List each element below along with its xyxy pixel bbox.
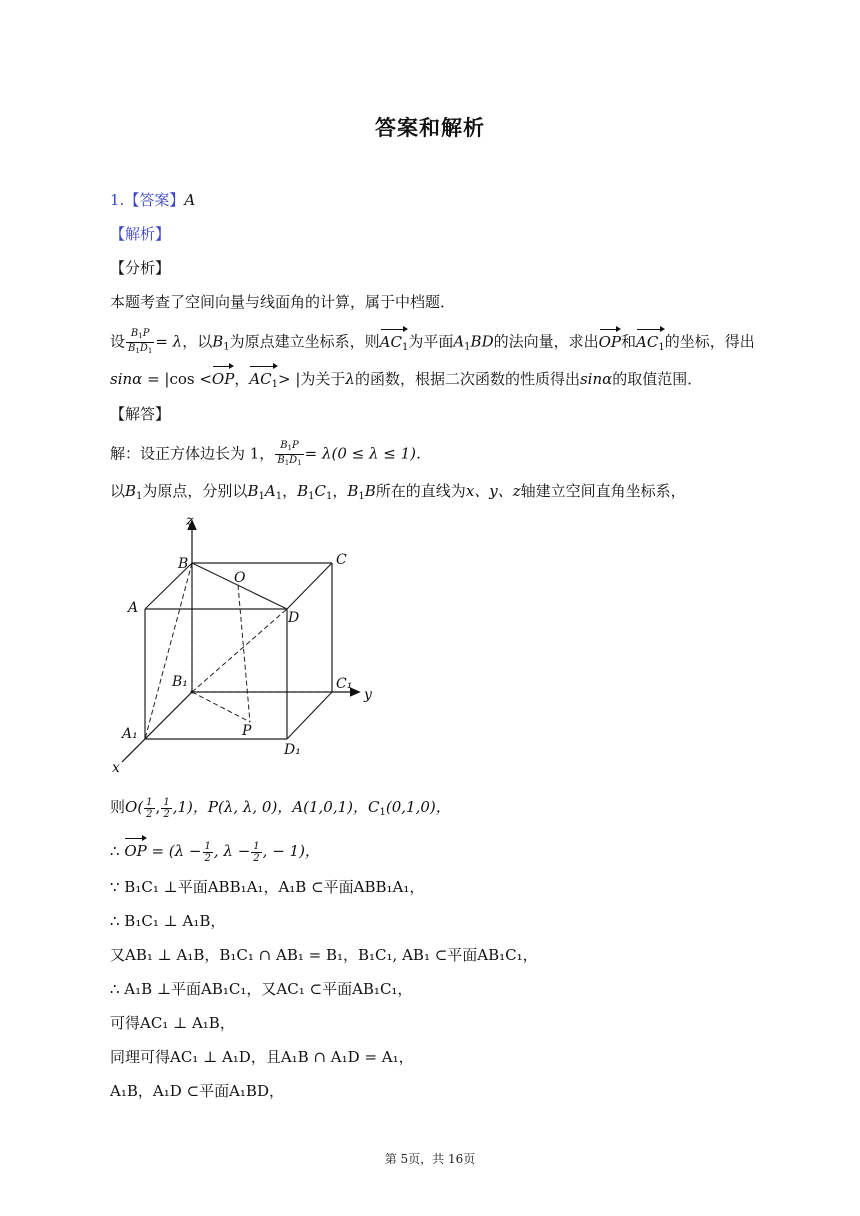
vector-ac1-b: $AC_1$ [636,331,665,359]
coords-line: 则O( $\frac{1}{2}$ , $\frac{1}{2}$ ,1)，P(λ, λ, 0)，A(1,0,1)，$C_1(0,1,0)$， [110,796,451,820]
fenxi-text: 本题考查了空间向量与线面角的计算，属于中档题． [110,293,456,311]
proof-line-2: ∴ B₁C₁ ⊥ A₁B， [110,912,226,930]
op-line: ∴ OP = (λ − $\frac{1}{2}$ , λ − $\frac{1}{2}$ , − 1)， [110,840,320,864]
label-a1: A₁ [122,726,138,742]
analysis-line-1: 设 $\frac{B_1P}{B_1D_1}$ = λ，以$B_1$为原点建立坐标系，则$AC_1$为平面$A_1BD$的法向量，求出OP和$AC_1$的坐标，得出 [110,328,755,359]
label-x: x [112,760,120,776]
label-o: O [234,570,246,586]
proof-line-4: ∴ A₁B ⊥平面AB₁C₁，又AC₁ ⊂平面AB₁C₁， [110,980,413,998]
page-footer: 第 5页，共 16页 [384,1152,476,1166]
fraction-b1p-b1d1: $\frac{B_1P}{B_1D_1}$ [128,328,153,355]
solution-line-1: 解：设正方体边长为 1， $\frac{B_1P}{B_1D_1}$ = λ(0 ≤ λ ≤ 1)． [110,440,432,467]
label-d1: D₁ [284,742,301,758]
proof-line-5: 可得AC₁ ⊥ A₁B， [110,1014,235,1032]
jiexi-tag: 【解析】 [110,225,171,243]
answer-tag: 【答案】 [124,191,185,209]
label-b: B [178,556,189,572]
solution-line-2: 以$B_1$为原点，分别以$B_1A_1$，$B_1C_1$，$B_1B$所在的直线为x、y、z轴建立空间直角坐标系， [110,482,686,502]
page-title: 答案和解析 [375,116,485,140]
proof-line-7: A₁B，A₁D ⊂平面A₁BD， [110,1082,284,1100]
vector-ac1: $AC_1$ [380,331,409,359]
label-c1: C₁ [336,676,353,692]
proof-line-3: 又AB₁ ⊥ A₁B，B₁C₁ ∩ AB₁ = B₁，B₁C₁, AB₁ ⊂平面AB₁C₁， [110,946,538,964]
fenxi-tag: 【分析】 [110,259,171,277]
label-p: P [242,723,252,739]
label-c: C [336,552,347,568]
cube-figure [108,512,388,782]
question-number: 1. [110,191,125,209]
label-d: D [288,610,300,626]
label-b1: B₁ [172,674,188,690]
vector-op: OP [598,332,622,351]
analysis-line-2: sinα = |cos <OP，$AC_1>$ |为关于λ的函数，根据二次函数的性质得出sinα的取值范围． [110,368,702,396]
answer-value: A [184,191,196,209]
label-y: y [364,687,372,703]
answer-line [110,189,195,211]
proof-line-6: 同理可得AC₁ ⊥ A₁D，且A₁B ∩ A₁D = A₁， [110,1048,414,1066]
label-z: z [186,513,194,529]
jieda-tag: 【解答】 [110,405,171,423]
proof-line-1: ∵ B₁C₁ ⊥平面ABB₁A₁，A₁B ⊂平面ABB₁A₁， [110,878,425,896]
label-a: A [128,600,139,616]
